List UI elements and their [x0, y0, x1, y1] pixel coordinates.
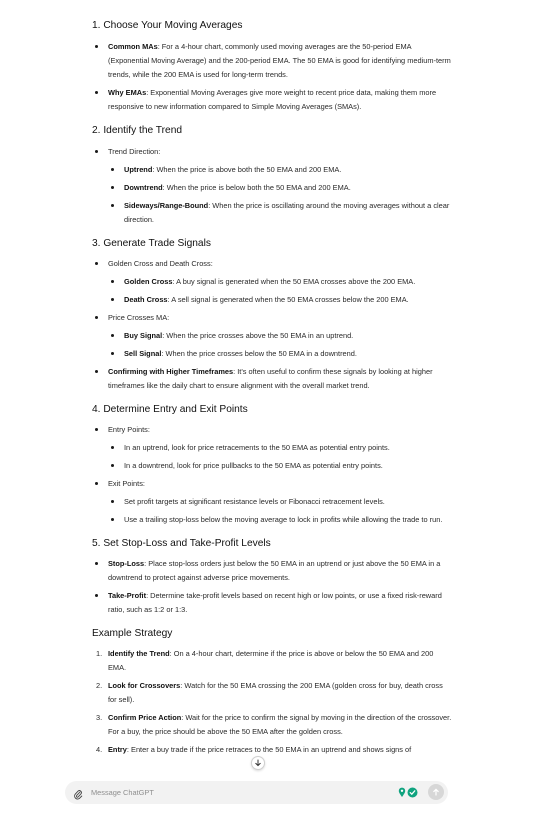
send-button[interactable] — [428, 784, 444, 800]
list-item: Downtrend: When the price is below both the 50 EMA and 200 EMA. — [92, 181, 452, 195]
list-item: Golden Cross: A buy signal is generated when the 50 EMA crosses above the 200 EMA. — [92, 275, 452, 289]
list-item-entry-points: Entry Points: — [92, 423, 452, 437]
s1-list — [92, 40, 452, 114]
list-item: Set profit targets at significant resistance levels or Fibonacci retracement levels. — [92, 495, 452, 509]
example-steps — [92, 647, 452, 757]
s4-list-a — [92, 423, 452, 437]
list-item-exit-points: Exit Points: — [92, 477, 452, 491]
attach-button[interactable] — [73, 787, 83, 798]
arrow-up-icon — [432, 788, 440, 796]
scroll-to-bottom-button[interactable] — [251, 756, 265, 770]
message-input[interactable] — [91, 785, 391, 800]
list-item: 4. Entry: Enter a buy trade if the price retraces to the 50 EMA in an uptrend and shows signs of — [96, 745, 412, 754]
s3-sublist-b — [92, 329, 452, 361]
list-item: Confirming with Higher Timeframes: It's often useful to confirm these signals by looking at higher timeframes like the daily chart to ensure alignment with the overall market trend. — [92, 365, 452, 393]
list-item: Uptrend: When the price is above both the 50 EMA and 200 EMA. — [92, 163, 452, 177]
heading-example-strategy: Example Strategy — [92, 628, 173, 639]
s3-list-b — [92, 311, 452, 325]
message-composer — [65, 781, 448, 804]
s3-sublist-a — [92, 275, 452, 307]
s3-list — [92, 257, 452, 271]
list-item: Buy Signal: When the price crosses above the 50 EMA in an uptrend. — [92, 329, 452, 343]
paperclip-icon — [73, 789, 83, 800]
list-item: 2. Look for Crossovers: Watch for the 50 EMA crossing the 200 EMA (golden cross for buy, death cross for sell). — [96, 681, 443, 704]
list-item: Take-Profit: Determine take-profit levels based on recent high or low points, or use a fixed risk-reward ratio, such as 1:2 or 1:3. — [92, 589, 452, 617]
list-item: 1. Identify the Trend: On a 4-hour chart, determine if the price is above or below the 50 EMA and 200 EMA. — [96, 649, 434, 672]
s4-list-b — [92, 477, 452, 491]
chat-response — [92, 18, 452, 757]
s4-sublist-b — [92, 495, 452, 527]
heading-choose-moving-averages: 1. Choose Your Moving Averages — [92, 20, 243, 31]
arrow-down-icon — [254, 759, 262, 767]
extension-badge-icon[interactable] — [407, 787, 418, 798]
list-item: Death Cross: A sell signal is generated when the 50 EMA crosses below the 200 EMA. — [92, 293, 452, 307]
s2-sublist — [92, 163, 452, 227]
heading-entry-exit: 4. Determine Entry and Exit Points — [92, 404, 248, 415]
s4-sublist-a — [92, 441, 452, 473]
list-item: Common MAs: For a 4-hour chart, commonly used moving averages are the 50-period EMA (Exponential Moving Average) and the 200-period EMA. The 50 EMA is good for identifying medium-term trends, while the 200 EMA is used for long-term trends. — [92, 40, 452, 82]
list-item: Why EMAs: Exponential Moving Averages give more weight to recent price data, making them more responsive to new information compared to Simple Moving Averages (SMAs). — [92, 86, 452, 114]
list-item-trend-direction: Trend Direction: — [92, 145, 452, 159]
heading-stop-loss: 5. Set Stop-Loss and Take-Profit Levels — [92, 538, 271, 549]
heading-identify-trend: 2. Identify the Trend — [92, 125, 183, 136]
list-item: In a downtrend, look for price pullbacks to the 50 EMA as potential entry points. — [92, 459, 452, 473]
list-item: 3. Confirm Price Action: Wait for the price to confirm the signal by moving in the direction of the crossover. For a buy, the price should be above the 50 EMA after the golden cross. — [96, 713, 452, 736]
s3-list-c — [92, 365, 452, 393]
list-item: Stop-Loss: Place stop-loss orders just below the 50 EMA in an uptrend or just above the 50 EMA in a downtrend to protect against adverse price movements. — [92, 557, 452, 585]
list-item-golden-death: Golden Cross and Death Cross: — [92, 257, 452, 271]
list-item: Use a trailing stop-loss below the moving average to lock in profits while allowing the trade to run. — [92, 513, 452, 527]
map-pin-icon[interactable] — [398, 787, 406, 798]
s2-list — [92, 145, 452, 159]
list-item-price-crosses: Price Crosses MA: — [92, 311, 452, 325]
list-item: In an uptrend, look for price retracements to the 50 EMA as potential entry points. — [92, 441, 452, 455]
heading-trade-signals: 3. Generate Trade Signals — [92, 238, 211, 249]
list-item: Sell Signal: When the price crosses below the 50 EMA in a downtrend. — [92, 347, 452, 361]
s5-list — [92, 557, 452, 617]
extension-icons — [398, 787, 418, 798]
list-item: Sideways/Range-Bound: When the price is oscillating around the moving averages without a clear direction. — [92, 199, 452, 227]
